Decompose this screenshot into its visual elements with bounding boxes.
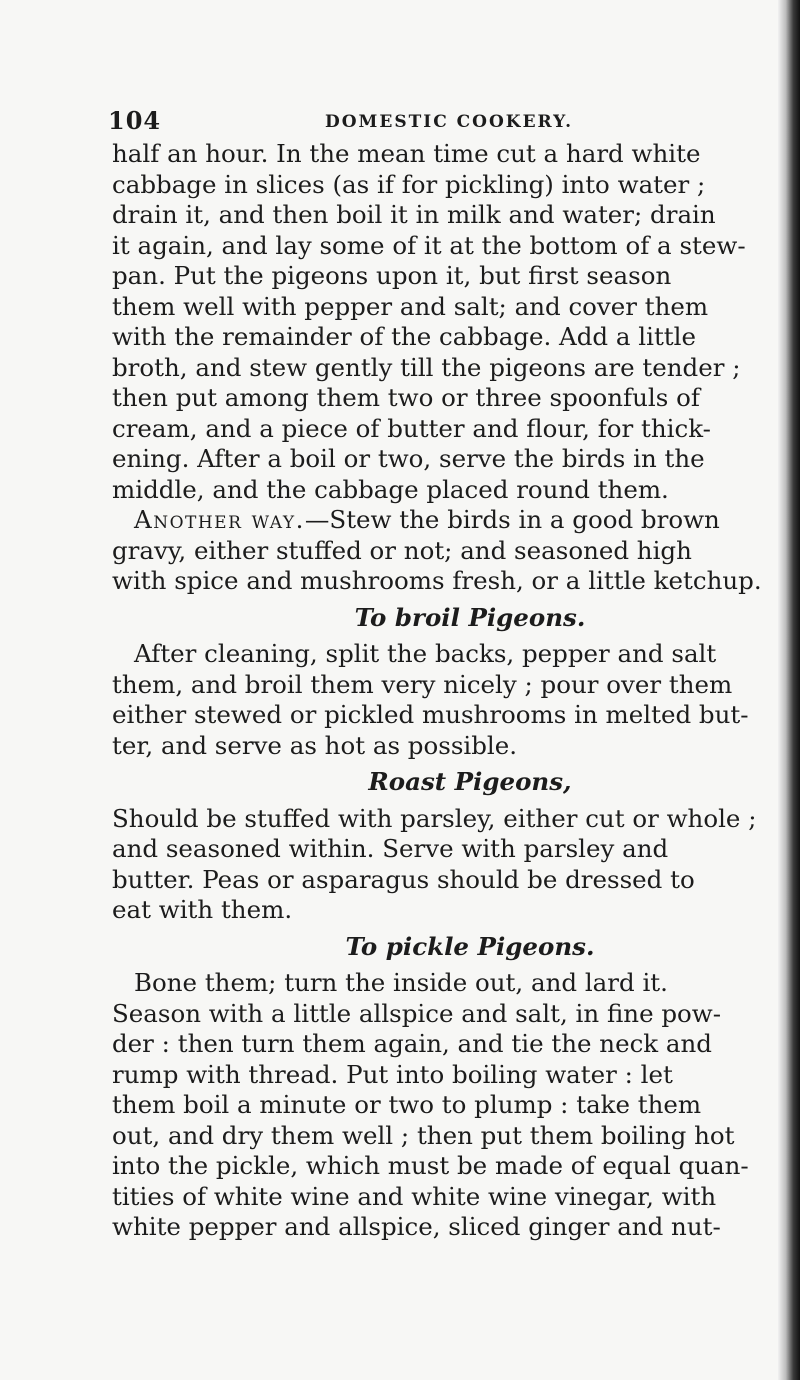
page-header (108, 106, 668, 140)
text-line: then put among them two or three spoonfuls of (112, 383, 700, 412)
section-title-roast-pigeons: Roast Pigeons, (368, 767, 572, 796)
another-way-lead: Another way. (134, 505, 305, 534)
text-line: eat with them. (112, 895, 293, 924)
text-line: and seasoned within. Serve with parsley and (112, 834, 669, 863)
text-line: broth, and stew gently till the pigeons are tender ; (112, 352, 741, 382)
text-line: butter. Peas or asparagus should be dressed to (112, 864, 695, 894)
text-line: it again, and lay some of it at the bottom of a stew- (112, 230, 746, 260)
text-line: drain it, and then boil it in milk and water; drain (112, 200, 716, 229)
text-line: with spice and mushrooms fresh, or a little ketchup. (112, 566, 762, 595)
text-line: cream, and a piece of butter and flour, for thick- (112, 413, 711, 443)
text-fragment: —Stew the birds in a good brown (304, 505, 720, 534)
text-line: Bone them; turn the inside out, and lard it. (134, 968, 668, 997)
book-spine-edge (778, 0, 800, 1380)
text-line: them, and broil them very nicely ; pour over them (112, 669, 733, 699)
text-line: pan. Put the pigeons upon it, but first season (112, 261, 672, 290)
text-line: half an hour. In the mean time cut a hard white (112, 139, 701, 168)
text-line: cabbage in slices (as if for pickling) into water ; (112, 169, 706, 199)
section-title-broil-pigeons: To broil Pigeons. (354, 602, 586, 632)
text-line: rump with thread. Put into boiling water : let (112, 1059, 673, 1089)
text-line (112, 505, 768, 536)
text-line: either stewed or pickled mushrooms in melted but- (112, 700, 749, 729)
text-line: gravy, either stuffed or not; and seasoned high (112, 535, 692, 565)
text-line: middle, and the cabbage placed round them. (112, 474, 669, 504)
text-line: them boil a minute or two to plump : take them (112, 1090, 702, 1119)
text-line: ening. After a boil or two, serve the birds in the (112, 444, 705, 473)
section-title-pickle-pigeons: To pickle Pigeons. (345, 931, 595, 961)
text-line: into the pickle, which must be made of equal quan- (112, 1151, 749, 1180)
text-line: with the remainder of the cabbage. Add a little (112, 322, 696, 351)
running-head: DOMESTIC COOKERY. (325, 112, 574, 132)
text-line: Season with a little allspice and salt, in fine pow- (112, 998, 722, 1028)
text-line: ter, and serve as hot as possible. (112, 730, 518, 760)
page-number: 104 (108, 106, 162, 135)
text-line: white pepper and allspice, sliced ginger and nut- (112, 1212, 721, 1241)
text-line: After cleaning, split the backs, pepper and salt (134, 639, 717, 668)
text-line: out, and dry them well ; then put them boiling hot (112, 1120, 735, 1150)
text-line: tities of white wine and white wine vinegar, with (112, 1181, 717, 1211)
text-line: them well with pepper and salt; and cover them (112, 291, 709, 321)
page-text (112, 139, 768, 1243)
text-line: der : then turn them again, and tie the neck and (112, 1029, 712, 1058)
text-line: Should be stuffed with parsley, either cut or whole ; (112, 803, 757, 833)
